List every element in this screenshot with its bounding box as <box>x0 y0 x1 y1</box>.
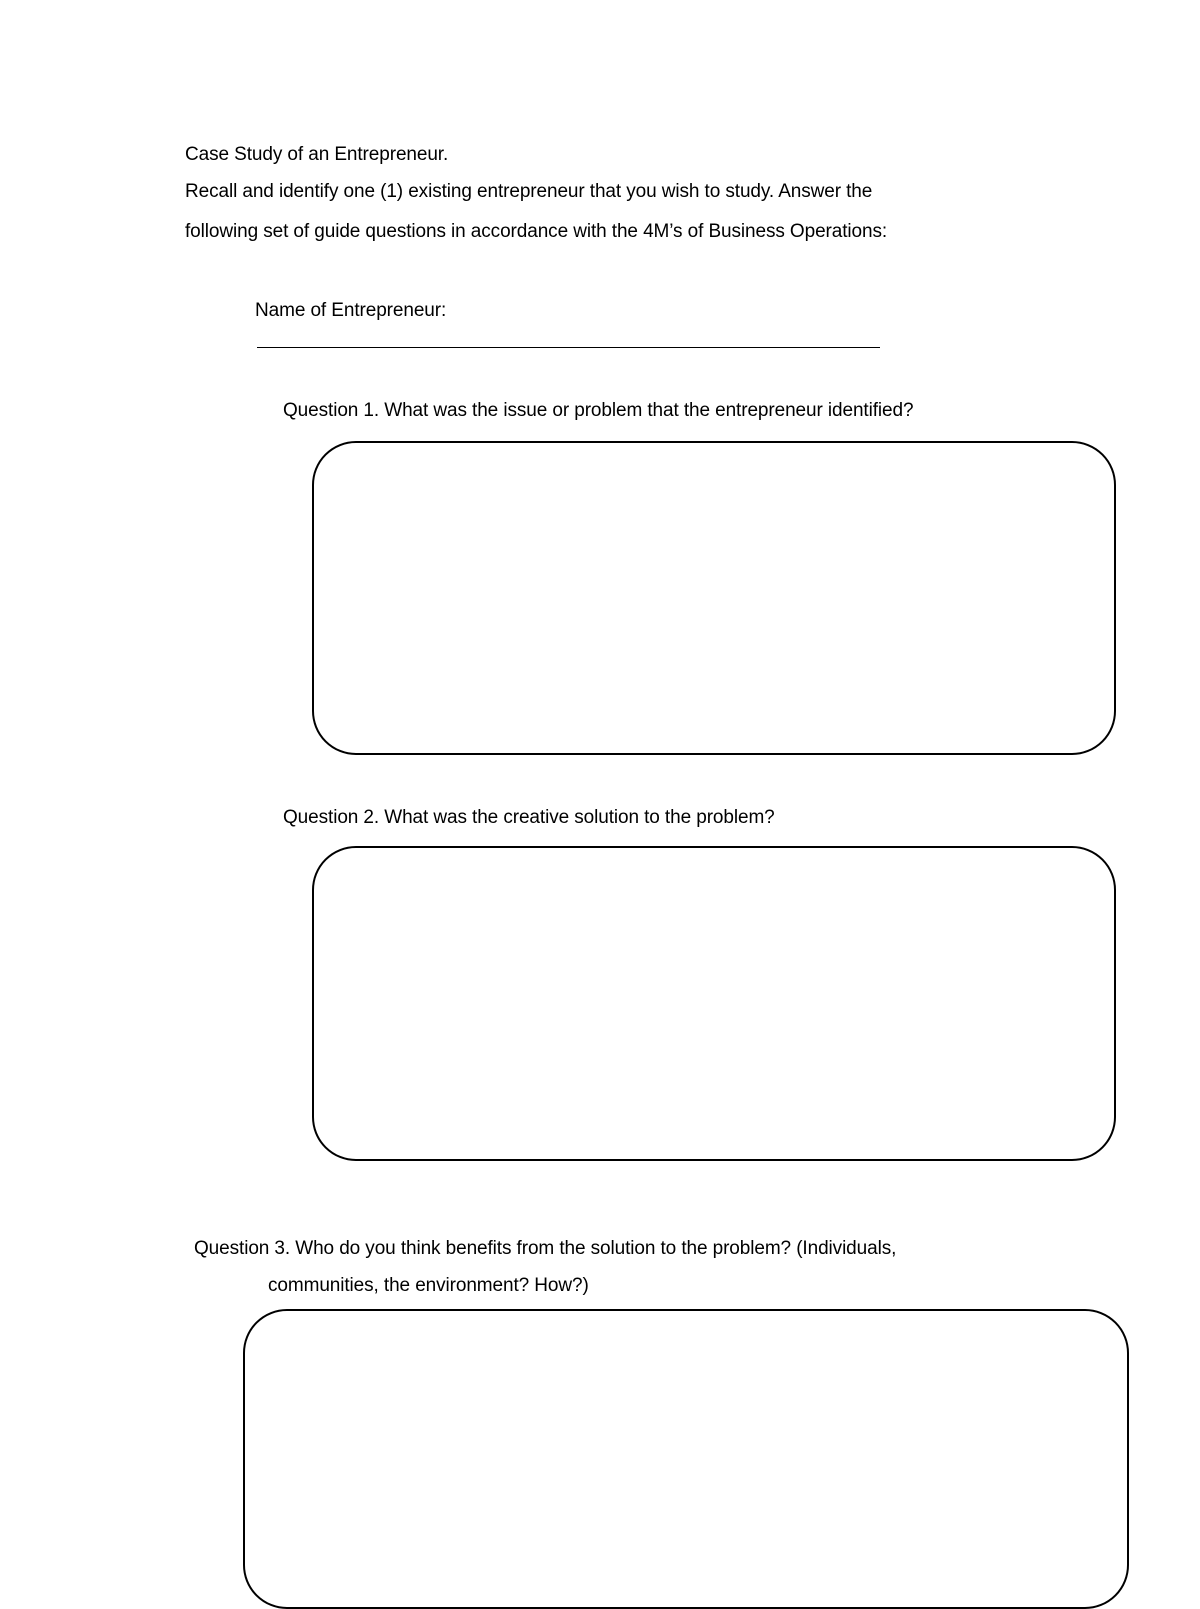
question-3-answer-box[interactable] <box>243 1309 1129 1609</box>
name-answer-line[interactable] <box>257 347 880 348</box>
document-title: Case Study of an Entrepreneur. <box>185 144 449 165</box>
question-1-text: Question 1. What was the issue or problem that the entrepreneur identified? <box>283 400 914 421</box>
question-2-text: Question 2. What was the creative solution to the problem? <box>283 807 775 828</box>
question-1-answer-box[interactable] <box>312 441 1116 755</box>
question-2-answer-box[interactable] <box>312 846 1116 1161</box>
question-3-text-line-2: communities, the environment? How?) <box>268 1275 589 1296</box>
instructions-line-2: following set of guide questions in accordance with the 4M’s of Business Operations: <box>185 221 888 242</box>
name-of-entrepreneur-label: Name of Entrepreneur: <box>255 300 447 321</box>
instructions-line-1: Recall and identify one (1) existing entrepreneur that you wish to study. Answer the <box>185 181 873 202</box>
question-3-text-line-1: Question 3. Who do you think benefits from the solution to the problem? (Individuals, <box>194 1238 897 1259</box>
